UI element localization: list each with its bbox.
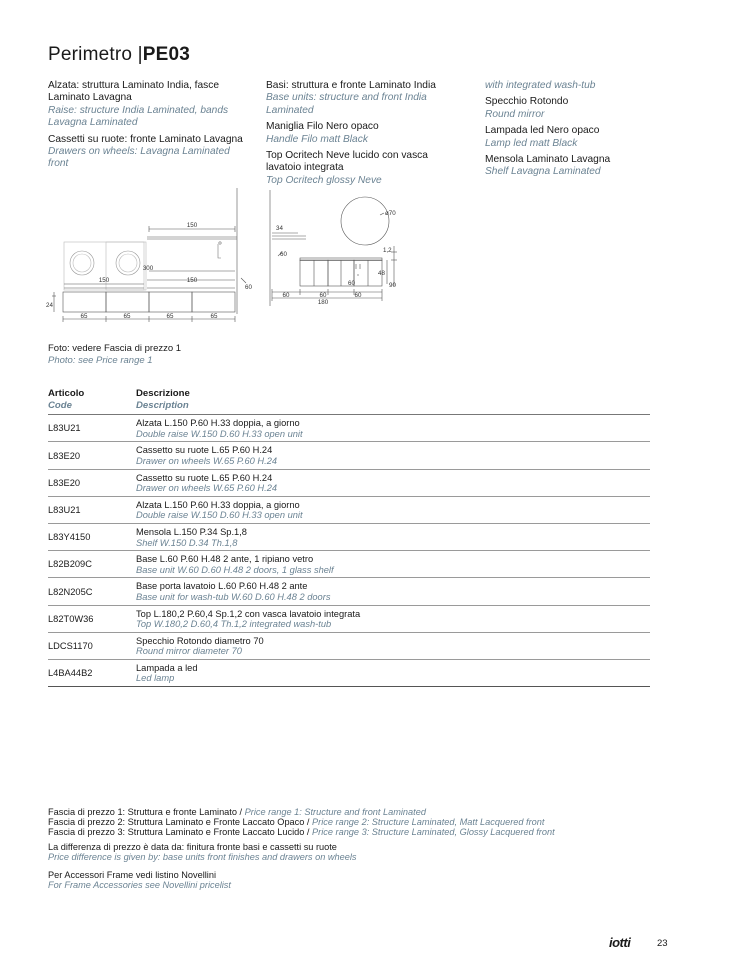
row-desc-en: Double raise W.150 D.60 H.33 open unit (136, 428, 303, 439)
row-desc-it: Alzata L.150 P.60 H.33 doppia, a giorno (136, 418, 300, 429)
desc-en: with integrated wash-tub (485, 80, 596, 91)
row-code: L83E20 (48, 469, 136, 496)
header-desc-en: Description (136, 399, 189, 411)
desc-item (48, 134, 248, 171)
desc-it: Specchio Rotondo (485, 96, 569, 108)
table-row (48, 442, 650, 469)
price-difference-it: La differenza di prezzo è data da: finitura fronte basi e cassetti su ruote (48, 842, 337, 852)
row-desc-it: Base L.60 P.60 H.48 2 ante, 1 ripiano vetro (136, 554, 314, 565)
table-row (48, 496, 650, 523)
description-column-2 (266, 80, 446, 191)
row-code: L83U21 (48, 496, 136, 523)
dim-48: 48 (378, 270, 385, 277)
description-column-1 (48, 80, 248, 175)
row-code: L82B209C (48, 551, 136, 578)
price-range-sep: / (304, 817, 313, 828)
article-table (48, 388, 650, 687)
dim-65-4: 65 (210, 313, 218, 320)
dim-150-left: 150 (98, 277, 110, 284)
desc-en: Drawers on wheels: Lavagna Laminated front (48, 146, 230, 170)
table-row (48, 551, 650, 578)
row-code: L82N205C (48, 578, 136, 605)
desc-it: Basi: struttura e fronte Laminato India (266, 80, 436, 91)
header-code-it: Articolo (48, 388, 85, 399)
price-range-en: Price range 2: Structure Laminated, Matt Lacquered front (312, 817, 545, 828)
row-desc-en: Drawer on wheels W.65 P.60 H.24 (136, 483, 278, 494)
desc-item (266, 121, 446, 146)
photo-note-en: Photo: see Price range 1 (48, 354, 153, 366)
row-description (136, 415, 650, 442)
row-description (136, 469, 650, 496)
dim-150-right: 150 (186, 277, 198, 284)
accessories-en: For Frame Accessories see Novellini pricelist (48, 880, 231, 891)
header-description (136, 388, 650, 415)
price-range-it: Fascia di prezzo 2: Struttura Laminato e Fronte Laccato Opaco (48, 817, 305, 828)
page-number: 23 (657, 938, 668, 949)
front-elevation-drawing (44, 186, 256, 326)
dim-24: 24 (46, 302, 53, 309)
dim-65-2: 65 (123, 313, 131, 320)
row-desc-en: Top W.180,2 D.60,4 Th.1,2 integrated wash-tub (136, 619, 332, 630)
row-description (136, 551, 650, 578)
row-desc-en: Base unit for wash-tub W.60 D.60 H.48 2 doors (136, 591, 331, 602)
table-row (48, 605, 650, 632)
row-desc-en: Led lamp (136, 673, 175, 684)
row-code: L82T0W36 (48, 605, 136, 632)
desc-en: Handle Filo matt Black (266, 133, 368, 145)
price-range-3 (48, 827, 555, 837)
row-code: L4BA44B2 (48, 659, 136, 686)
row-description (136, 523, 650, 550)
dim-150-top: 150 (186, 222, 198, 229)
desc-item (485, 125, 675, 150)
dim-90: 90 (389, 282, 396, 289)
title-code: PE03 (142, 44, 191, 65)
dim-60-b: 60 (319, 292, 327, 299)
price-range-1 (48, 807, 555, 817)
desc-item (48, 80, 248, 130)
page-title (48, 44, 190, 66)
table-header-row (48, 388, 650, 415)
desc-item (485, 80, 675, 92)
desc-en: Shelf Lavagna Laminated (485, 166, 601, 178)
desc-it: Cassetti su ruote: fronte Laminato Lavagna (48, 133, 243, 145)
side-elevation-drawing (266, 186, 406, 316)
header-desc-it: Descrizione (136, 388, 190, 399)
price-range-sep: / (236, 807, 245, 817)
row-desc-it: Lampada a led (136, 662, 198, 673)
header-code (48, 388, 136, 415)
desc-it: Lampada led Nero opaco (485, 125, 600, 137)
row-code: L83Y4150 (48, 523, 136, 550)
price-difference-note (48, 842, 356, 862)
row-desc-it: Cassetto su ruote L.65 P.60 H.24 (136, 445, 273, 456)
photo-note-it: Foto: vedere Fascia di prezzo 1 (48, 343, 182, 354)
dim-1-2: 1,2 (383, 247, 392, 254)
row-desc-en: Shelf W.150 D.34 Th.1,8 (136, 537, 238, 548)
table-row (48, 523, 650, 550)
row-desc-it: Mensola L.150 P.34 Sp.1,8 (136, 526, 247, 537)
row-code: LDCS1170 (48, 632, 136, 659)
brand-logo: iotti (609, 935, 631, 950)
row-desc-it: Base porta lavatoio L.60 P.60 H.48 2 ante (136, 581, 308, 592)
desc-en: Lamp led matt Black (485, 137, 578, 149)
price-ranges (48, 807, 555, 838)
desc-it: Maniglia Filo Nero opaco (266, 121, 379, 133)
price-range-en: Price range 3: Structure Laminated, Glossy Lacquered front (312, 827, 555, 838)
title-name: Perimetro (48, 44, 133, 65)
table-row (48, 469, 650, 496)
dim-65-3: 65 (166, 313, 174, 320)
dim-60-top: 60 (280, 251, 287, 258)
table-row (48, 578, 650, 605)
desc-it: Alzata: struttura Laminato India, fasce Laminato Lavagna (48, 80, 220, 104)
accessories-note (48, 870, 231, 890)
desc-item (266, 150, 446, 187)
row-desc-en: Drawer on wheels W.65 P.60 H.24 (136, 455, 278, 466)
row-description (136, 578, 650, 605)
dim-60-mid: 60 (348, 280, 355, 287)
dim-34: 34 (276, 225, 283, 232)
desc-item (266, 80, 446, 117)
row-desc-it: Alzata L.150 P.60 H.33 doppia, a giorno (136, 499, 300, 510)
dim-60-a: 60 (282, 292, 290, 299)
header-code-en: Code (48, 399, 72, 411)
table-row (48, 415, 650, 442)
title-separator: | (137, 44, 143, 65)
dim-60-c: 60 (354, 292, 362, 299)
desc-item (485, 96, 675, 121)
row-description (136, 659, 650, 686)
row-desc-en: Round mirror diameter 70 (136, 646, 242, 657)
row-desc-en: Double raise W.150 D.60 H.33 open unit (136, 510, 303, 521)
price-range-it: Fascia di prezzo 1: Struttura e fronte Laminato (48, 807, 237, 817)
row-description (136, 605, 650, 632)
dim-300: 300 (142, 265, 154, 272)
row-desc-it: Cassetto su ruote L.65 P.60 H.24 (136, 472, 273, 483)
row-code: L83E20 (48, 442, 136, 469)
photo-note (48, 343, 181, 366)
price-range-en: Price range 1: Structure and front Laminated (244, 807, 426, 817)
row-description (136, 442, 650, 469)
table-row (48, 632, 650, 659)
desc-it: Mensola Laminato Lavagna (485, 154, 611, 166)
price-difference-en: Price difference is given by: base units front finishes and drawers on wheels (48, 852, 357, 863)
dim-60: 60 (245, 284, 252, 291)
dim-65-1: 65 (80, 313, 88, 320)
row-description (136, 632, 650, 659)
desc-en: Base units: structure and front India Laminated (266, 92, 427, 116)
desc-item (485, 154, 675, 179)
accessories-it: Per Accessori Frame vedi listino Novellini (48, 870, 216, 880)
row-desc-it: Top L.180,2 P.60,4 Sp.1,2 con vasca lavatoio integrata (136, 608, 361, 619)
price-range-2 (48, 817, 555, 827)
desc-en: Raise: structure India Laminated, bands Lavagna Laminated (48, 104, 229, 129)
table-row (48, 659, 650, 686)
row-desc-it: Specchio Rotondo diametro 70 (136, 635, 264, 646)
dim-180: 180 (317, 299, 329, 306)
dim-70: ø70 (385, 210, 396, 217)
desc-en: Top Ocritech glossy Neve (266, 174, 382, 186)
description-column-3 (485, 80, 675, 183)
price-range-it: Fascia di prezzo 3: Struttura Laminato e Fronte Laccato Lucido (48, 827, 305, 838)
price-range-sep: / (304, 827, 313, 838)
desc-it: Top Ocritech Neve lucido con vasca lavatoio integrata (266, 150, 428, 174)
row-description (136, 496, 650, 523)
desc-en: Round mirror (485, 108, 545, 120)
row-desc-en: Base unit W.60 D.60 H.48 2 doors, 1 glass shelf (136, 564, 334, 575)
row-code: L83U21 (48, 415, 136, 442)
